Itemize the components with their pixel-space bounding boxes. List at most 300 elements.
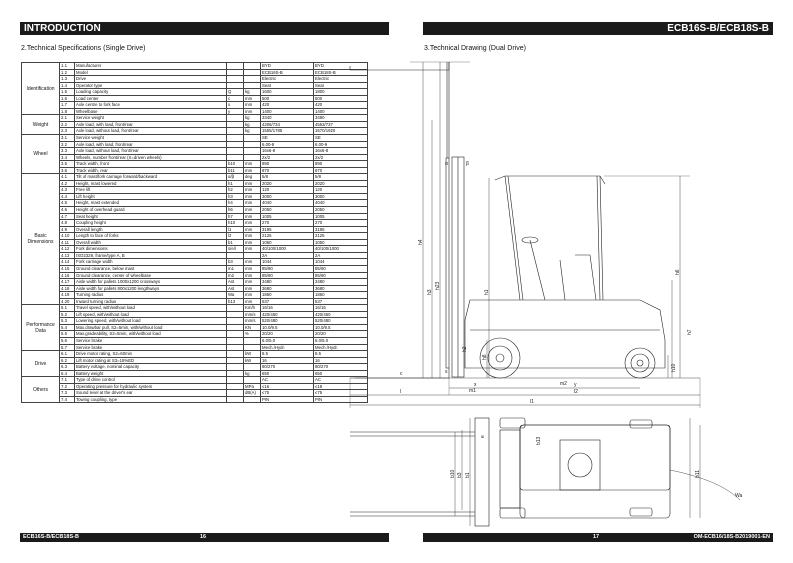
spec-symbol: x (227, 102, 244, 109)
spec-value-ecb18: 3000 (314, 193, 368, 200)
spec-id: 4.10 (60, 233, 75, 240)
spec-value-ecb18: 2A (314, 252, 368, 259)
spec-symbol: h3 (227, 193, 244, 200)
spec-value-ecb18: 537 (314, 298, 368, 305)
spec-unit: mm (244, 233, 261, 240)
label-h7: h7 (687, 329, 693, 335)
spec-id: 5.2 (60, 311, 75, 318)
spec-value-ecb16: 8.5 (261, 351, 314, 358)
spec-parameter: Axle load, without load, front/rear (75, 128, 227, 135)
spec-value-ecb16: Electric (261, 76, 314, 83)
spec-value-ecb18: SE (314, 135, 368, 142)
spec-parameter: Drive (75, 76, 227, 83)
spec-value-ecb16: 3480 (261, 279, 314, 286)
spec-unit: KN (244, 324, 261, 331)
label-b11: b11 (695, 470, 701, 478)
spec-id: 3.2 (60, 141, 75, 148)
spec-value-ecb16: Seat (261, 82, 314, 89)
spec-id: 4.9 (60, 226, 75, 233)
spec-parameter: Fork dimensions (75, 246, 227, 253)
spec-unit: mm (244, 207, 261, 214)
spec-parameter: Seat height (75, 213, 227, 220)
label-h6: h6 (675, 269, 681, 275)
spec-value-ecb18: 3195 (314, 226, 368, 233)
spec-value-ecb18: 650 (314, 370, 368, 377)
spec-parameter: Wheels, number front/rear (X=driven wheels) (75, 154, 227, 161)
spec-id: 3.4 (60, 154, 75, 161)
spec-id: 7.1 (60, 377, 75, 384)
label-h4: h4 (418, 239, 424, 245)
spec-unit: kW (244, 357, 261, 364)
spec-value-ecb18: Mech./Hydr. (314, 344, 368, 351)
label-h23: h23 (435, 281, 441, 290)
steering-column (530, 240, 545, 300)
spec-unit: mm (244, 226, 261, 233)
spec-unit: kg (244, 121, 261, 128)
spec-value-ecb18: 40/100/1000 (314, 246, 368, 253)
footer-code: OM-ECB16/18S-B2019001-EN (693, 534, 770, 540)
spec-value-ecb18: 270 (314, 220, 368, 227)
spec-value-ecb18: 1400 (314, 108, 368, 115)
spec-value-ecb18: ≤75 (314, 390, 368, 397)
spec-id: 7.2 (60, 383, 75, 390)
spec-value-ecb16: 3680 (261, 285, 314, 292)
spec-value-ecb16: 16x6-8 (261, 148, 314, 155)
spec-parameter: Lift height (75, 193, 227, 200)
spec-id: 2.1 (60, 115, 75, 122)
spec-symbol: h2 (227, 187, 244, 194)
spec-value-ecb18: 3490 (314, 115, 368, 122)
spec-group-label: Wheel (22, 135, 60, 174)
spec-value-ecb18: 5/8 (314, 174, 368, 181)
spec-value-ecb16: 1600 (261, 89, 314, 96)
spec-id: 1.3 (60, 76, 75, 83)
spec-id: 1.8 (60, 108, 75, 115)
footer-left (20, 533, 389, 542)
spec-value-ecb18: 890 (314, 161, 368, 168)
spec-parameter: Axle load, with load, front/rear (75, 121, 227, 128)
spec-parameter: ISO2328, frame/type A, B (75, 252, 227, 259)
spec-value-ecb18: 16x6-8 (314, 148, 368, 155)
spec-parameter: Length to face of forks (75, 233, 227, 240)
spec-symbol: α/β (227, 174, 244, 181)
label-h1: h1 (484, 289, 490, 295)
spec-parameter: Max.drawbar pull, S2=5min, with/without load (75, 324, 227, 331)
spec-unit: mm (244, 272, 261, 279)
spec-id: 4.15 (60, 265, 75, 272)
label-b13: b13 (536, 436, 542, 445)
spec-id: 1.6 (60, 95, 75, 102)
spec-unit: mm (244, 292, 261, 299)
spec-value-ecb16: 870 (261, 167, 314, 174)
spec-id: 1.2 (60, 69, 75, 76)
label-beta: β (466, 161, 469, 167)
label-l: l (400, 389, 402, 395)
spec-id: 4.14 (60, 259, 75, 266)
spec-id: 5.5 (60, 331, 75, 338)
spec-value-ecb18: 420 (314, 102, 368, 109)
spec-value-ecb18: 520/480 (314, 318, 368, 325)
spec-unit: mm (244, 279, 261, 286)
spec-symbol: b13 (227, 298, 244, 305)
label-l1: l1 (530, 399, 534, 405)
spec-unit: MPa (244, 383, 261, 390)
spec-unit: dB(A) (244, 390, 261, 397)
spec-value-ecb18: 500 (314, 95, 368, 102)
spec-id: 6.1 (60, 351, 75, 358)
spec-value-ecb16: 3195 (261, 226, 314, 233)
spec-value-ecb16: AC (261, 377, 314, 384)
spec-symbol: y (227, 108, 244, 115)
spec-unit: mm (244, 108, 261, 115)
spec-parameter: Sound level at the driver's ear (75, 390, 227, 397)
spec-value-ecb16: 890 (261, 161, 314, 168)
spec-parameter: Operator type (75, 82, 227, 89)
spec-unit: mm (244, 161, 261, 168)
spec-unit: mm (244, 285, 261, 292)
spec-parameter: Height, mast extended (75, 200, 227, 207)
spec-value-ecb18: ECB18S-B (314, 69, 368, 76)
spec-id: 1.4 (60, 82, 75, 89)
spec-parameter: Lift motor rating at S3=15%ED (75, 357, 227, 364)
spec-parameter: Service brake (75, 337, 227, 344)
spec-id: 1.1 (60, 63, 75, 70)
spec-id: 4.1 (60, 174, 75, 181)
spec-value-ecb18: 85/90 (314, 272, 368, 279)
spec-parameter: Drive motor rating, S2=60min (75, 351, 227, 358)
spec-id: 6.4 (60, 370, 75, 377)
fork-carriage (446, 158, 449, 368)
label-c: c (400, 371, 403, 377)
spec-unit: % (244, 331, 261, 338)
spec-parameter: Wheelbase (75, 108, 227, 115)
spec-parameter: Overall length (75, 226, 227, 233)
top-front-wheel-left (500, 418, 525, 428)
spec-value-ecb16: 16/16 (261, 305, 314, 312)
label-l2: l2 (574, 389, 578, 395)
spec-symbol: b11 (227, 167, 244, 174)
spec-value-ecb16: 2A (261, 252, 314, 259)
spec-value-ecb16: 4206/734 (261, 121, 314, 128)
spec-value-ecb16: 420 (261, 102, 314, 109)
overhead-guard (495, 176, 605, 184)
spec-value-ecb16: 120 (261, 187, 314, 194)
spec-value-ecb16: ECB16S-B (261, 69, 314, 76)
spec-value-ecb16: 85/90 (261, 272, 314, 279)
spec-symbol: h1 (227, 180, 244, 187)
spec-value-ecb16: BYD (261, 63, 314, 70)
seat (560, 255, 596, 300)
spec-id: 5.1 (60, 305, 75, 312)
spec-value-ecb18: PIN (314, 396, 368, 403)
spec-symbol: m2 (227, 272, 244, 279)
label-h3: h3 (427, 289, 433, 295)
spec-unit: mm (244, 167, 261, 174)
spec-unit: deg (244, 174, 261, 181)
spec-value-ecb16: 6.0/5.0 (261, 337, 314, 344)
spec-value-ecb18: 4040 (314, 200, 368, 207)
spec-unit: kW (244, 351, 261, 358)
spec-id: 4.5 (60, 200, 75, 207)
spec-parameter: Track width, front (75, 161, 227, 168)
spec-parameter: Ground clearance, below mast (75, 265, 227, 272)
spec-value-ecb16: 2020 (261, 180, 314, 187)
spec-symbol: l2 (227, 233, 244, 240)
spec-parameter: Aisle width for pallets 1000x1200 crossways (75, 279, 227, 286)
spec-value-ecb16: 2x/2 (261, 154, 314, 161)
spec-id: 4.4 (60, 193, 75, 200)
spec-symbol: b1 (227, 239, 244, 246)
spec-id: 4.3 (60, 187, 75, 194)
spec-symbol: h6 (227, 207, 244, 214)
spec-value-ecb18: 1860 (314, 292, 368, 299)
spec-group-label: Identification (22, 63, 60, 115)
spec-symbol: Ast (227, 285, 244, 292)
spec-value-ecb16: PIN (261, 396, 314, 403)
spec-unit: mm (244, 213, 261, 220)
spec-parameter: Service brake (75, 344, 227, 351)
spec-value-ecb18: Seat (314, 82, 368, 89)
drawing-title: 3.Technical Drawing (Dual Drive) (424, 45, 526, 52)
spec-parameter: Manufacturer (75, 63, 227, 70)
label-e: e (480, 435, 486, 438)
spec-value-ecb16: 5/8 (261, 174, 314, 181)
spec-id: 4.19 (60, 292, 75, 299)
spec-parameter: Axle load, with load, front/rear (75, 141, 227, 148)
spec-unit: mm (244, 239, 261, 246)
spec-parameter: Lift speed, with/without load (75, 311, 227, 318)
spec-symbol: b10 (227, 161, 244, 168)
spec-value-ecb16: 1860 (261, 292, 314, 299)
spec-value-ecb16: 1044 (261, 259, 314, 266)
spec-value-ecb18: 1800 (314, 89, 368, 96)
spec-value-ecb18: 8.5 (314, 351, 368, 358)
spec-value-ecb18: 10.0/9.5 (314, 324, 368, 331)
spec-parameter: Axle centre to fork face (75, 102, 227, 109)
spec-parameter: Tilt of mast/fork carriage forward/backward (75, 174, 227, 181)
label-b10: b10 (450, 469, 456, 478)
spec-parameter: Max.gradeability, S2=5min, with/without load (75, 331, 227, 338)
spec-value-ecb16: 270 (261, 220, 314, 227)
spec-value-ecb16: 650 (261, 370, 314, 377)
spec-value-ecb16: 20/20 (261, 331, 314, 338)
spec-unit: mm (244, 246, 261, 253)
spec-value-ecb18: 6.0/5.0 (314, 337, 368, 344)
spec-parameter: Type of drive control (75, 377, 227, 384)
fork-raised (350, 62, 449, 70)
label-wa: Wa (735, 493, 743, 499)
page-number-left: 16 (200, 534, 207, 540)
spec-id: 4.12 (60, 246, 75, 253)
spec-value-ecb16: 40/100/1000 (261, 246, 314, 253)
model-header: ECB16S-B/ECB18S-B (423, 22, 773, 35)
spec-value-ecb16: 2125 (261, 233, 314, 240)
spec-value-ecb16: 6.00-9 (261, 141, 314, 148)
footer-right (423, 533, 773, 542)
spec-parameter: Overall width (75, 239, 227, 246)
spec-unit: mm (244, 102, 261, 109)
spec-value-ecb18: 3480 (314, 279, 368, 286)
spec-value-ecb18: BYD (314, 63, 368, 70)
spec-value-ecb18: 2050 (314, 207, 368, 214)
spec-parameter: Operating pressure for hydraulic system (75, 383, 227, 390)
label-b1: b1 (465, 472, 471, 478)
spec-value-ecb16: 1400 (261, 108, 314, 115)
spec-id: 4.8 (60, 220, 75, 227)
label-h8: h8 (482, 354, 488, 360)
spec-group-label: Others (22, 377, 60, 403)
spec-value-ecb16: Mech./Hydr. (261, 344, 314, 351)
spec-value-ecb18: 870 (314, 167, 368, 174)
label-m1: m1 (469, 388, 476, 394)
spec-parameter: Fork carriage width (75, 259, 227, 266)
spec-id: 6.2 (60, 357, 75, 364)
spec-id: 3.1 (60, 135, 75, 142)
spec-symbol: h7 (227, 213, 244, 220)
spec-value-ecb18: 2x/2 (314, 154, 368, 161)
spec-symbol: s/e/l (227, 246, 244, 253)
spec-value-ecb18: 6.00-9 (314, 141, 368, 148)
spec-parameter: Inward turning radius (75, 298, 227, 305)
spec-group-label: Basic Dimensions (22, 174, 60, 305)
top-front-wheel-right (500, 508, 525, 518)
spec-symbol: h10 (227, 220, 244, 227)
spec-value-ecb16: 10.0/9.5 (261, 324, 314, 331)
spec-unit: kg (244, 128, 261, 135)
spec-value-ecb18: 2020 (314, 180, 368, 187)
spec-id: 3.6 (60, 167, 75, 174)
spec-unit: mm (244, 187, 261, 194)
section-header: INTRODUCTION (20, 22, 389, 35)
spec-value-ecb16: 537 (261, 298, 314, 305)
spec-id: 7.4 (60, 396, 75, 403)
spec-value-ecb16: 85/90 (261, 265, 314, 272)
spec-value-ecb16: 16 (261, 357, 314, 364)
spec-unit: mm/s (244, 318, 261, 325)
spec-id: 4.17 (60, 279, 75, 286)
spec-unit: mm/s (244, 311, 261, 318)
spec-symbol: b3 (227, 259, 244, 266)
label-b3: b3 (457, 472, 463, 478)
spec-value-ecb18: ≤18 (314, 383, 368, 390)
spec-value-ecb18: 420/450 (314, 311, 368, 318)
spec-parameter: Lowering speed, with/without load (75, 318, 227, 325)
spec-unit: mm (244, 220, 261, 227)
footer-model: ECB16S-B/ECB18S-B (23, 534, 79, 540)
spec-parameter: Free lift (75, 187, 227, 194)
spec-value-ecb16: 2050 (261, 207, 314, 214)
spec-unit: mm (244, 180, 261, 187)
top-view-seat (560, 440, 600, 490)
spec-id: 5.7 (60, 344, 75, 351)
spec-parameter: Track width, rear (75, 167, 227, 174)
spec-value-ecb18: 3680 (314, 285, 368, 292)
spec-symbol: l1 (227, 226, 244, 233)
spec-value-ecb18: 120 (314, 187, 368, 194)
spec-unit: kg (244, 89, 261, 96)
spec-value-ecb18: 16 (314, 357, 368, 364)
spec-parameter: Turning radius (75, 292, 227, 299)
spec-parameter: Battery weight (75, 370, 227, 377)
spec-value-ecb16: 3340 (261, 115, 314, 122)
spec-unit: kg (244, 370, 261, 377)
spec-value-ecb18: 1005 (314, 213, 368, 220)
spec-symbol: c (227, 95, 244, 102)
spec-parameter: Travel speed, with/without load (75, 305, 227, 312)
spec-value-ecb16: 80/270 (261, 364, 314, 371)
spec-value-ecb18: 4553/737 (314, 121, 368, 128)
spec-id: 7.3 (60, 390, 75, 397)
spec-value-ecb18: Electric (314, 76, 368, 83)
spec-value-ecb16: 1050 (261, 239, 314, 246)
spec-id: 1.7 (60, 102, 75, 109)
spec-value-ecb18: 20/20 (314, 331, 368, 338)
spec-value-ecb16: ≤16 (261, 383, 314, 390)
spec-id: 2.2 (60, 121, 75, 128)
spec-id: 3.5 (60, 161, 75, 168)
top-view-body (520, 425, 670, 490)
spec-value-ecb16: SE (261, 135, 314, 142)
spec-parameter: Coupling height (75, 220, 227, 227)
rear-wheel (625, 348, 655, 378)
spec-id: 4.13 (60, 252, 75, 259)
spec-value-ecb18: 80/270 (314, 364, 368, 371)
spec-unit: mm (244, 265, 261, 272)
spec-unit: mm (244, 298, 261, 305)
spec-value-ecb16: 4040 (261, 200, 314, 207)
spec-unit: mm (244, 95, 261, 102)
spec-parameter: Aisle width for pallets 800x1200 lengthways (75, 285, 227, 292)
spec-group-label: Performance Data (22, 305, 60, 351)
spec-parameter: Height of overhead guard (75, 207, 227, 214)
spec-value-ecb18: 1570/1920 (314, 128, 368, 135)
spec-value-ecb16: ≤75 (261, 390, 314, 397)
spec-value-ecb18: 85/90 (314, 265, 368, 272)
spec-id: 4.18 (60, 285, 75, 292)
label-alpha: α (445, 161, 448, 167)
label-h10: h10 (671, 363, 677, 372)
spec-unit: kg (244, 115, 261, 122)
page-number-right: 17 (593, 534, 600, 540)
spec-parameter: Service weight (75, 135, 227, 142)
spec-value-ecb18: 16/16 (314, 305, 368, 312)
label-s: s (445, 369, 448, 375)
spec-value-ecb16: 1555/1785 (261, 128, 314, 135)
spec-value-ecb18: AC (314, 377, 368, 384)
spec-value-ecb16: 3000 (261, 193, 314, 200)
spec-value-ecb16: 500 (261, 95, 314, 102)
spec-symbol: m1 (227, 265, 244, 272)
spec-parameter: Model (75, 69, 227, 76)
spec-id: 6.3 (60, 364, 75, 371)
spec-symbol: Q (227, 89, 244, 96)
spec-parameter: Loading capacity (75, 89, 227, 96)
spec-value-ecb16: 420/450 (261, 311, 314, 318)
spec-id: 2.3 (60, 128, 75, 135)
spec-symbol: h4 (227, 200, 244, 207)
spec-parameter: Axle load, without load, front/rear (75, 148, 227, 155)
spec-symbol: Wa (227, 292, 244, 299)
spec-title: 2.Technical Specifications (Single Drive) (21, 45, 146, 52)
spec-id: 1.5 (60, 89, 75, 96)
spec-unit: mm (244, 200, 261, 207)
spec-id: 5.6 (60, 337, 75, 344)
spec-value-ecb18: 2125 (314, 233, 368, 240)
spec-parameter: Towing coupling, type (75, 396, 227, 403)
spec-value-ecb18: 1050 (314, 239, 368, 246)
spec-id: 4.16 (60, 272, 75, 279)
label-m2: m2 (560, 381, 567, 387)
